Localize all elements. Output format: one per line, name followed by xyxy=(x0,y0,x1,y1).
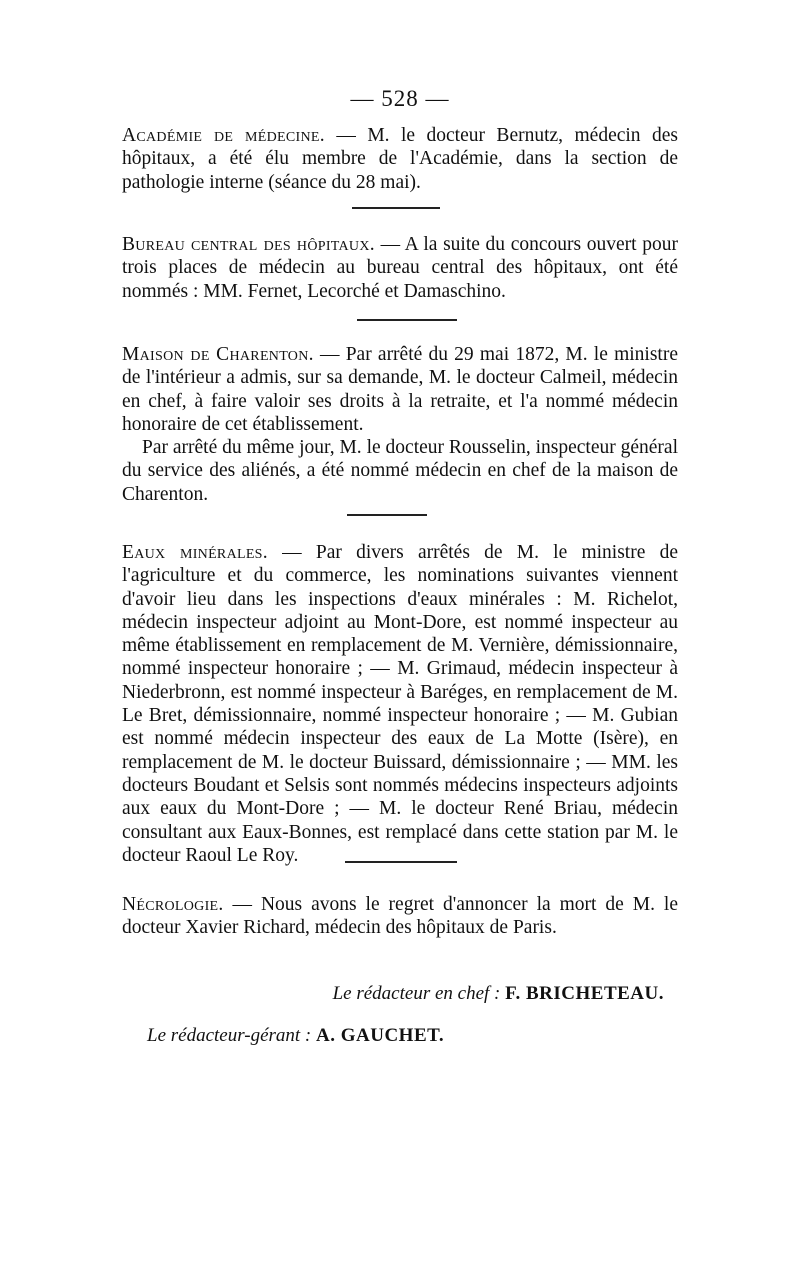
section-charenton xyxy=(122,343,678,506)
section-text: — M. le docteur Bernutz, médecin des hôpitaux, a été élu membre de l'Académie, dans la section de pathologie interne (séance du 28 mai). xyxy=(122,125,678,193)
section-text: — Nous avons le regret d'annoncer la mort de M. le docteur Xavier Richard, médecin des hôpitaux de Paris. xyxy=(122,894,678,939)
signature-chief-editor xyxy=(333,983,664,1005)
section-necrologie xyxy=(122,893,678,940)
section-paragraph xyxy=(122,893,678,940)
section-heading: Bureau central des hôpitaux. xyxy=(122,234,375,255)
section-divider xyxy=(357,319,457,321)
page-number: — 528 — xyxy=(350,86,450,111)
section-divider xyxy=(347,514,427,516)
section-paragraph: Par arrêté du même jour, M. le docteur Rousselin, inspecteur général du service des aliénés, a été nommé médecin en chef de la maison de Charenton. xyxy=(122,437,678,505)
section-divider xyxy=(352,207,440,209)
section-paragraph xyxy=(122,124,678,194)
section-academie xyxy=(122,124,678,194)
signature-name: A. GAUCHET. xyxy=(316,1025,445,1046)
section-eaux-minerales xyxy=(122,541,678,867)
signature-managing-editor xyxy=(147,1025,444,1047)
section-heading: Eaux minérales. xyxy=(122,542,268,563)
section-text: — Par divers arrêtés de M. le ministre de l'agriculture et du commerce, les nominations suivantes viennent d'avoir lieu dans les inspections d'eaux minérales : M. Richelot, médecin inspecteur adjoint au Mont-Dore, est nommé inspecteur au même établissement en remplacement de M. Vernière, démissionnaire, nommé inspecteur honoraire ; — M. Grimaud, médecin inspecteur à Niederbronn, est nommé inspecteur à Baréges, en remplacement de M. Le Bret, démissionnaire, nommé inspecteur honoraire ; — M. Gubian est nommé médecin inspecteur des eaux de La Motte (Isère), en remplacement de M. le docteur Buissard, démissionnaire ; — MM. les docteurs Boudant et Selsis sont nommés médecins inspecteurs adjoints aux eaux du Mont-Dore ; — M. le docteur René Briau, médecin consultant aux Eaux-Bonnes, est remplacé dans cette station par M. le docteur Raoul Le Roy. xyxy=(122,542,678,866)
section-heading: Maison de Charenton. xyxy=(122,344,314,365)
signature-name: F. BRICHETEAU. xyxy=(505,983,664,1004)
section-heading: Académie de médecine. xyxy=(122,125,325,146)
section-text: — A la suite du concours ouvert pour trois places de médecin au bureau central des hôpitaux, ont été nommés : MM. Fernet, Lecorché et Damaschino. xyxy=(122,234,678,302)
section-paragraph xyxy=(122,541,678,867)
signature-label: Le rédacteur-gérant : xyxy=(147,1025,312,1046)
signature-label: Le rédacteur en chef : xyxy=(332,983,501,1004)
section-paragraph xyxy=(122,343,678,436)
section-text: — Par arrêté du 29 mai 1872, M. le ministre de l'intérieur a admis, sur sa demande, M. le docteur Calmeil, médecin en chef, à faire valoir ses droits à la retraite, et l'a nommé médecin honoraire de cet établissement. xyxy=(122,344,678,435)
section-bureau-central xyxy=(122,233,678,303)
section-heading: Nécrologie. xyxy=(122,894,224,915)
section-divider xyxy=(345,861,457,863)
section-paragraph xyxy=(122,233,678,303)
